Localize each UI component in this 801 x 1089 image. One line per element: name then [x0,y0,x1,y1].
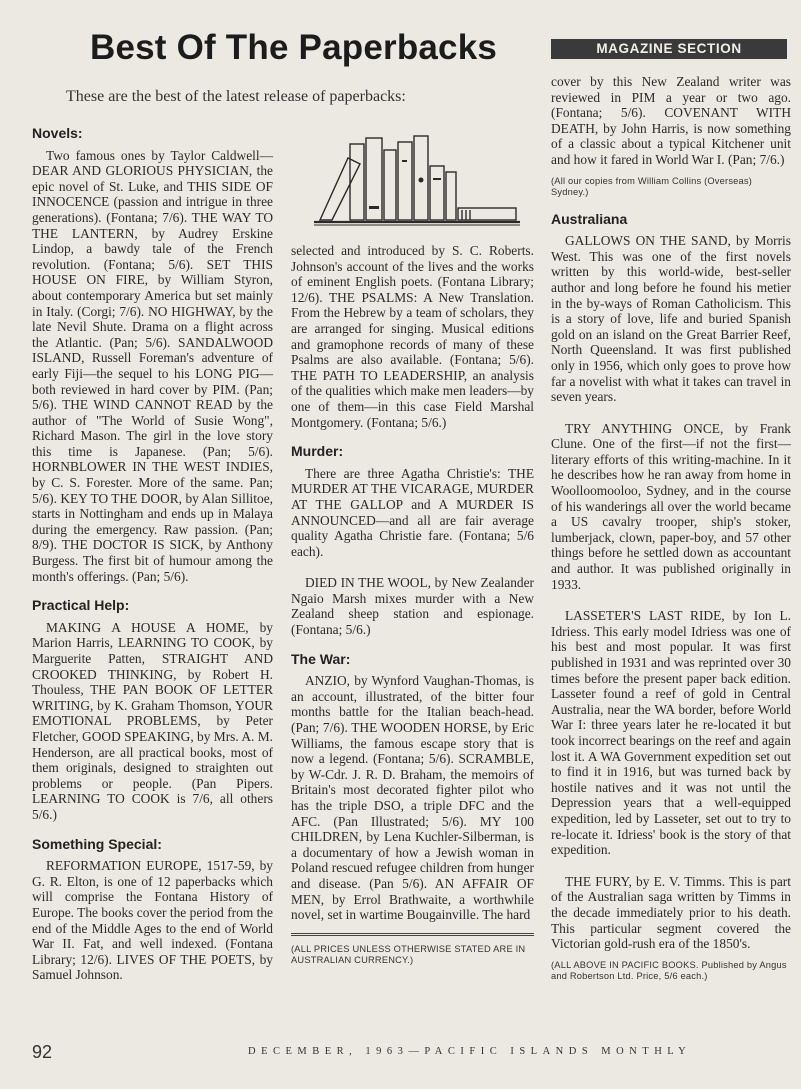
page-footer [0,1040,801,1070]
intro-line: These are the best of the latest release of paperbacks: [66,88,406,105]
column-right [551,74,791,992]
australiana-paragraph-3: LASSETER'S LAST RIDE, by Ion L. Idriess. This early model Idriess was one of his best and most popular. It was first published in 1931 and was reprinted over 30 times before the present paper back edition. Lasseter found a reef of gold in Central Australia, near the WA border, before World War I: three years later he re-located it but took incorrect bearings on the reef and again lost it. A WA Government expedition set out to find it in 1916, but was turned back by hostile natives and it was not until the Depression years that a well-equipped expedition, led by Lasseter, set out to try to re-locate it. Idriess' book is the story of that expedition. [551,608,791,858]
war-paragraph: ANZIO, by Wynford Vaughan-Thomas, is an account, illustrated, of the bitter four months battle for the Italian beach-head. (Pan; 7/6). THE WOODEN HORSE, by Eric Williams, the famous escape story that is now a legend. (Fontana; 5/6). SCRAMBLE, by W-Cdr. J. R. D. Braham, the memoirs of Britain's most decorated fighter pilot who has the triple DSO, a triple DFC and the AFC. (Pan Illustrated; 5/6). MY 100 CHILDREN, by Lena Kuchler-Silberman, is a documentary of how a Jewish woman in Poland rescued refugee children from hunger and disease. (Pan 5/6). AN AFFAIR OF MEN, by Errol Brathwaite, a worthwhile novel, set in wartime Bougainville. The hard [291,673,534,923]
continued-paragraph: selected and introduced by S. C. Roberts. Johnson's account of the lives and the works of eminent English poets. (Fontana Library; 12/6). THE PSALMS: A New Translation. From the Hebrew by a team of scholars, they are arranged for singing. Musical editions and gramophone records of many of these Psalms are also available. (Fontana; 5/6). THE PATH TO LEADERSHIP, an analysis of the qualities which make men leaders—by one of them—in this case Field Marshal Montgomery. (Fontana; 5/6.) [291,243,534,430]
practical-paragraph: MAKING A HOUSE A HOME, by Marion Harris, LEARNING TO COOK, by Marguerite Patten, STRAIGHT AND CROOKED THINKING, by Robert H. Thouless, THE PAN BOOK OF LETTER WRITING, by K. Graham Thomson, YOUR EMOTIONAL PROBLEMS, by Peter Fletcher, GOOD SPEAKING, by Mrs. A. M. Henderson, are all practical books, most of them originals, designed to straighten out problems or people. (Pan Pipers. LEARNING TO COOK is 7/6, all others 5/6.) [32,619,273,822]
murder-paragraph-2: DIED IN THE WOOL, by New Zealander Ngaio Marsh mixes murder with a New Zealand sheep station and espionage. (Fontana; 5/6.) [291,575,534,638]
bookshelf-illustration [312,130,522,230]
special-paragraph: REFORMATION EUROPE, 1517-59, by G. R. Elton, is one of 12 paperbacks which will comprise the Fontana History of Europe. The books cover the period from the end of the Middle Ages to the end of World War II. Fat, and well indexed. (Fontana Library; 12/6). LIVES OF THE POETS, by Samuel Johnson. [32,858,273,983]
section-heading-novels: Novels: [32,125,83,141]
section-heading-australiana: Australiana [551,210,628,227]
australiana-paragraph-2: TRY ANYTHING ONCE, by Frank Clune. One of the first—if not the first—literary efforts of this writing-machine. In it he describes how he ran away from home in Woolloomooloo, Sydney, and in the course of his wanderings all over the world became a US cavalry trooper, ship's stoker, lumberjack, clown, paper-boy, and 57 other things before he settled down as accountant and author. It was published originally in 1933. [551,420,791,592]
section-heading-practical-help: Practical Help: [32,597,130,614]
divider [291,933,534,936]
continued-paragraph-right: cover by this New Zealand writer was reviewed in PIM a year or two ago. (Fontana; 5/6). COVENANT WITH DEATH, by John Harris, is now something of a classic about a typical Kitchener unit and how it fared in World War I. (Pan; 7/6.) [551,74,791,167]
collins-note: (All our copies from William Collins (Overseas) Sydney.) [551,175,753,197]
page-title: Best Of The Paperbacks [90,28,498,67]
column-middle [291,243,534,976]
currency-note: (ALL PRICES UNLESS OTHERWISE STATED ARE IN AUSTRALIAN CURRENCY.) [291,943,526,965]
column-left [32,126,273,989]
footer-issue-line: DECEMBER, 1963—PACIFIC ISLANDS MONTHLY [248,1046,692,1057]
section-heading-the-war: The War: [291,650,351,667]
page-number: 92 [32,1042,53,1062]
section-banner: MAGAZINE SECTION [551,39,787,59]
australiana-paragraph-1: GALLOWS ON THE SAND, by Morris West. This was one of the first novels written by this world-wide, best-seller author and long before he found his metier in the by-ways of Roman Catholicism. This is a story of love, life and buried Spanish gold on an island on the Great Barrier Reef, North Queensland. It was first published only in 1956, which only goes to prove how far a novelist with what it takes can travel in seven years. [551,233,791,405]
novels-paragraph: Two famous ones by Taylor Caldwell—DEAR AND GLORIOUS PHYSICIAN, the epic novel of St. Luke, and THIS SIDE OF INNOCENCE (passion and intrigue in three generations). (Fontana; 7/6). THE WAY TO THE LANTERN, by Audrey Erskine Lindop, a bawdy tale of the French revolution. (Fontana; 5/6). SET THIS HOUSE ON FIRE, by William Styron, about contemporary America but set mainly in Italy. (Corgi; 7/6). NO HIGHWAY, by the late Nevil Shute. Drama on a flight across the Atlantic. (Pan; 5/6). SANDALWOOD ISLAND, Russell Foreman's adventure of early Fiji—the sequel to his LONG PIG—both reviewed in hard cover by PIM. (Pan; 5/6). THE WIND CANNOT READ by the author of "The World of Susie Wong", Richard Mason. The girl in the love story this time is Japanese. (Pan; 5/6). HORNBLOWER IN THE WEST INDIES, by C. S. Forester. More of the same. Pan; 5/6). KEY TO THE DOOR, by Alan Sillitoe, starts in Nottingham and ends up in Malaya during the emergency. Raw passion. (Pan; 8/9). THE DOCTOR IS SICK, by Anthony Burgess. The first bit of humour among the month's offerings. (Pan; 5/6). [32,147,273,584]
pacific-books-note: (ALL ABOVE IN PACIFIC BOOKS. Published by Angus and Robertson Ltd. Price, 5/6 each.) [551,959,787,981]
murder-paragraph: There are three Agatha Christie's: THE MURDER AT THE VICARAGE, MURDER AT THE GALLOP and A MURDER IS ANNOUNCED—and all are fair average quality Agatha Christie fare. (Fontana; 5/6 each). [291,465,534,559]
section-heading-something-special: Something Special: [32,835,162,852]
section-heading-murder: Murder: [291,443,344,460]
australiana-paragraph-4: THE FURY, by E. V. Timms. This is part of the Australian saga written by Timms in the decade immediately prior to his death. This particular segment covered the Victorian gold-rush era of the 1850's. [551,873,791,952]
